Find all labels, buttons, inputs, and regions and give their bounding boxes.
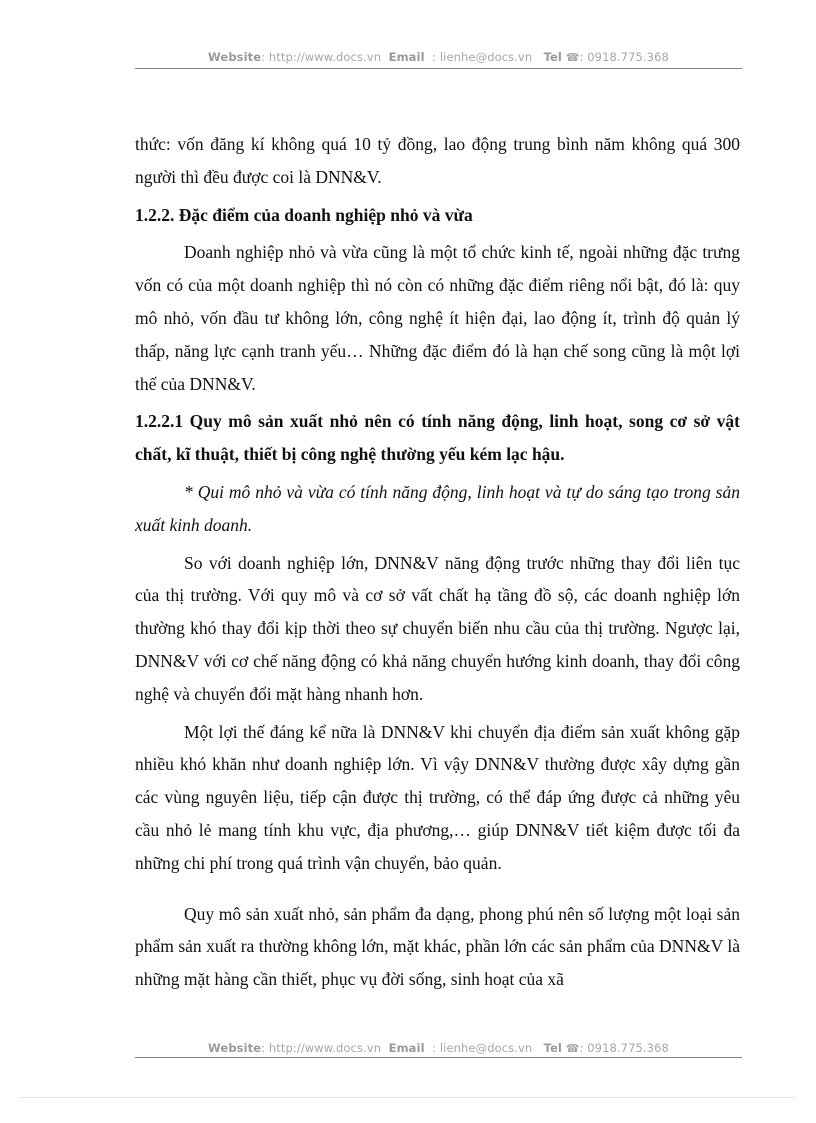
footer-tel-value: : 0918.775.368 bbox=[579, 1041, 669, 1055]
header-website-value: : http://www.docs.vn bbox=[261, 50, 382, 64]
footer-rule bbox=[135, 1057, 742, 1058]
paragraph-continuation: thức: vốn đăng kí không quá 10 tỷ đồng, lao động trung bình năm không quá 300 người thì đều được coi là DNN&V. bbox=[135, 134, 740, 187]
italic-bullet: * Qui mô nhỏ và vừa có tính năng động, linh hoạt và tự do sáng tạo trong sản xuất kinh doanh. bbox=[135, 481, 740, 535]
footer-website-value: : http://www.docs.vn bbox=[261, 1041, 382, 1055]
paragraph-products: Quy mô sản xuất nhỏ, sản phẩm đa dạng, phong phú nên số lượng một loại sản phẩm sản xuất ra thường không lớn, mặt khác, phần lớn các sản phẩm của DNN&V là những mặt hàng cần thiết, phục vụ đời sống, sinh hoạt của xã bbox=[135, 903, 740, 990]
phone-icon: ☎ bbox=[565, 1042, 580, 1055]
document-body bbox=[135, 128, 740, 1001]
header-email-value: : lienhe@docs.vn bbox=[432, 50, 533, 64]
header-website-label: Website bbox=[208, 50, 262, 64]
footer-website-label: Website bbox=[208, 1041, 262, 1055]
header-email-label: Email bbox=[388, 50, 425, 64]
paragraph-advantage: Một lợi thế đáng kể nữa là DNN&V khi chuyển địa điểm sản xuất không gặp nhiều khó khăn như doanh nghiệp lớn. Vì vậy DNN&V thường được xây dựng gần các vùng nguyên liệu, tiếp cận được thị trường, có thể đáp ứng được cả những yêu cầu nhỏ lẻ mang tính khu vực, địa phương,… giúp DNN&V tiết kiệm được tối đa những chi phí trong quá trình vận chuyển, bảo quản. bbox=[135, 721, 740, 873]
footer-email-value: : lienhe@docs.vn bbox=[432, 1041, 533, 1055]
section-heading: 1.2.2. Đặc điểm của doanh nghiệp nhỏ và vừa bbox=[135, 204, 473, 225]
page-footer bbox=[135, 1041, 742, 1055]
header-tel-value: : 0918.775.368 bbox=[579, 50, 669, 64]
header-rule bbox=[135, 68, 742, 69]
header-tel-label: Tel bbox=[543, 50, 562, 64]
page-edge-dots bbox=[20, 1097, 796, 1098]
paragraph-comparison: So với doanh nghiệp lớn, DNN&V năng động trước những thay đổi liên tục của thị trường. Với quy mô và cơ sở vất chất hạ tầng đồ sộ, các doanh nghiệp lớn thường khó thay đổi kịp thời theo sự chuyển biến nhu cầu của thị trường. Ngược lại, DNN&V với cơ chế năng động có khả năng chuyển hướng kinh doanh, thay đổi công nghệ và chuyển đổi mặt hàng nhanh hơn. bbox=[135, 552, 740, 704]
paragraph-characteristics: Doanh nghiệp nhỏ và vừa cũng là một tổ chức kinh tế, ngoài những đặc trưng vốn có của một doanh nghiệp thì nó còn có những đặc điểm riêng nổi bật, đó là: quy mô nhỏ, vốn đầu tư không lớn, công nghệ ít hiện đại, lao động ít, trình độ quản lý thấp, năng lực cạnh tranh yếu… Những đặc điểm đó là hạn chế song cũng là một lợi thế của DNN&V. bbox=[135, 242, 740, 394]
footer-tel-label: Tel bbox=[543, 1041, 562, 1055]
footer-email-label: Email bbox=[388, 1041, 425, 1055]
page-header bbox=[135, 50, 742, 64]
phone-icon: ☎ bbox=[565, 51, 580, 64]
subsection-heading: 1.2.2.1 Quy mô sản xuất nhỏ nên có tính năng động, linh hoạt, song cơ sở vật chất, kĩ thuật, thiết bị công nghệ thường yếu kém lạc hậu. bbox=[135, 411, 740, 465]
